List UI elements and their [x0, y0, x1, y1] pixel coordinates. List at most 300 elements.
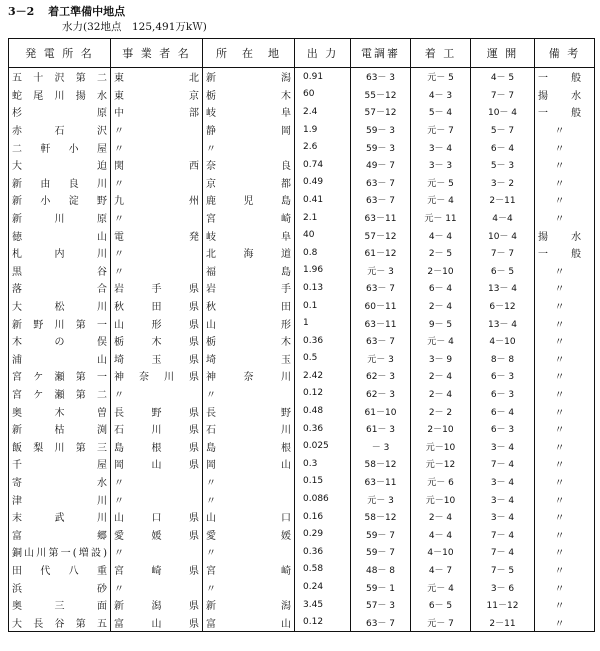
- station-name-cell: 大長谷第五: [12, 618, 107, 630]
- location-cell: 長 野: [203, 402, 295, 420]
- operator-cell: 神奈川県: [111, 367, 203, 385]
- start-date-cell: 元－ 4: [411, 332, 471, 350]
- location-cell: 〃: [203, 138, 295, 156]
- remarks-cell: 〃: [535, 473, 595, 491]
- construction-prep-table: [8, 38, 595, 632]
- location-cell: 岩 手: [203, 279, 295, 297]
- col-header-location: 所 在 地: [203, 39, 295, 68]
- table-row: [9, 543, 595, 561]
- remarks-cell: 〃: [535, 525, 595, 543]
- table-row: [9, 191, 595, 209]
- council-date-cell: 63－11: [351, 209, 411, 227]
- output-cell: 40: [295, 226, 351, 244]
- operation-date-cell: 3－ 6: [471, 578, 535, 596]
- operator-cell: 九 州: [111, 191, 203, 209]
- start-date-cell: 3－ 4: [411, 138, 471, 156]
- table-row: [9, 420, 595, 438]
- operation-date-cell: 6－ 4: [471, 402, 535, 420]
- council-date-cell: 63－11: [351, 473, 411, 491]
- output-cell: 0.48: [295, 402, 351, 420]
- operation-date-cell: 3－ 2: [471, 174, 535, 192]
- remarks-cell: 〃: [535, 314, 595, 332]
- output-cell: 2.42: [295, 367, 351, 385]
- station-name-cell: 末 武 川: [12, 513, 107, 525]
- header-row: [9, 39, 595, 68]
- table-row: [9, 226, 595, 244]
- council-date-cell: 57－12: [351, 103, 411, 121]
- remarks-cell: 〃: [535, 402, 595, 420]
- location-cell: 岐 阜: [203, 226, 295, 244]
- council-date-cell: 49－ 7: [351, 156, 411, 174]
- council-date-cell: 元－ 3: [351, 490, 411, 508]
- station-name-cell: 奥 木 曽: [12, 407, 107, 419]
- station-name-cell: 銅山川第一(増設): [12, 548, 107, 560]
- start-date-cell: 6－ 4: [411, 279, 471, 297]
- table-row: [9, 350, 595, 368]
- operation-date-cell: 4－4: [471, 209, 535, 227]
- output-cell: 0.24: [295, 578, 351, 596]
- output-cell: 3.45: [295, 596, 351, 614]
- start-date-cell: 2－ 2: [411, 402, 471, 420]
- start-date-cell: 3－ 3: [411, 156, 471, 174]
- operator-cell: 〃: [111, 121, 203, 139]
- station-name-cell: 大 松 川: [12, 302, 107, 314]
- remarks-cell: 一 般: [535, 103, 595, 121]
- start-date-cell: 6－ 5: [411, 596, 471, 614]
- table-row: [9, 525, 595, 543]
- start-date-cell: 元－ 5: [411, 174, 471, 192]
- remarks-cell: 一 般: [535, 68, 595, 86]
- table-row: [9, 473, 595, 491]
- table-row: [9, 174, 595, 192]
- start-date-cell: 元－ 4: [411, 191, 471, 209]
- station-name-cell: 千 屋: [12, 460, 107, 472]
- operation-date-cell: 2－11: [471, 191, 535, 209]
- table-row: [9, 314, 595, 332]
- table-row: [9, 297, 595, 315]
- start-date-cell: 元－ 6: [411, 473, 471, 491]
- operation-date-cell: 2－11: [471, 613, 535, 631]
- operator-cell: 〃: [111, 244, 203, 262]
- remarks-cell: 〃: [535, 455, 595, 473]
- operator-cell: 愛媛県: [111, 525, 203, 543]
- output-cell: 0.36: [295, 332, 351, 350]
- start-date-cell: 4－10: [411, 543, 471, 561]
- station-name-cell: 浜 砂: [12, 583, 107, 595]
- output-cell: 0.5: [295, 350, 351, 368]
- operation-date-cell: 10－ 4: [471, 103, 535, 121]
- location-cell: 埼 玉: [203, 350, 295, 368]
- remarks-cell: 〃: [535, 121, 595, 139]
- location-cell: 愛 媛: [203, 525, 295, 543]
- station-name-cell: 蛇尾川揚水: [12, 90, 107, 102]
- table-row: [9, 86, 595, 104]
- table-row: [9, 103, 595, 121]
- table-row: [9, 402, 595, 420]
- location-cell: 〃: [203, 543, 295, 561]
- operation-date-cell: 4－10: [471, 332, 535, 350]
- operator-cell: 〃: [111, 174, 203, 192]
- location-cell: 〃: [203, 490, 295, 508]
- remarks-cell: 〃: [535, 385, 595, 403]
- start-date-cell: 2－ 4: [411, 508, 471, 526]
- location-cell: 石 川: [203, 420, 295, 438]
- location-cell: 島 根: [203, 437, 295, 455]
- output-cell: 0.15: [295, 473, 351, 491]
- station-name-cell: 落 合: [12, 284, 107, 296]
- location-cell: 秋 田: [203, 297, 295, 315]
- council-date-cell: 63－ 7: [351, 279, 411, 297]
- table-row: [9, 262, 595, 280]
- table-row: [9, 596, 595, 614]
- council-date-cell: 57－12: [351, 226, 411, 244]
- council-date-cell: 元－ 3: [351, 262, 411, 280]
- table-row: [9, 209, 595, 227]
- start-date-cell: 元－10: [411, 490, 471, 508]
- station-name-cell: 飯梨川第三: [12, 442, 107, 454]
- output-cell: 0.74: [295, 156, 351, 174]
- operation-date-cell: 6－ 3: [471, 385, 535, 403]
- council-date-cell: 61－ 3: [351, 420, 411, 438]
- output-cell: 0.91: [295, 68, 351, 86]
- table-row: [9, 138, 595, 156]
- output-cell: 1: [295, 314, 351, 332]
- location-cell: 岡 山: [203, 455, 295, 473]
- table-row: [9, 613, 595, 631]
- location-cell: 富 山: [203, 613, 295, 631]
- operator-cell: 〃: [111, 262, 203, 280]
- start-date-cell: 2－10: [411, 420, 471, 438]
- remarks-cell: 〃: [535, 209, 595, 227]
- operation-date-cell: 6－12: [471, 297, 535, 315]
- station-name-cell: 新 枯 渕: [12, 425, 107, 437]
- remarks-cell: 〃: [535, 437, 595, 455]
- output-cell: 0.49: [295, 174, 351, 192]
- operator-cell: 〃: [111, 385, 203, 403]
- location-cell: 奈 良: [203, 156, 295, 174]
- operator-cell: 新潟県: [111, 596, 203, 614]
- operator-cell: 石川県: [111, 420, 203, 438]
- remarks-cell: 〃: [535, 332, 595, 350]
- operator-cell: 島根県: [111, 437, 203, 455]
- station-name-cell: 新野川第一: [12, 319, 107, 331]
- location-cell: 新 潟: [203, 68, 295, 86]
- operation-date-cell: 5－ 3: [471, 156, 535, 174]
- start-date-cell: 2－ 4: [411, 385, 471, 403]
- remarks-cell: 〃: [535, 508, 595, 526]
- operator-cell: 岡山県: [111, 455, 203, 473]
- output-cell: 0.16: [295, 508, 351, 526]
- operation-date-cell: 8－ 8: [471, 350, 535, 368]
- council-date-cell: 57－ 3: [351, 596, 411, 614]
- start-date-cell: 2－10: [411, 262, 471, 280]
- operator-cell: 〃: [111, 543, 203, 561]
- section-title: 着工準備中地点: [48, 5, 126, 18]
- start-date-cell: 9－ 5: [411, 314, 471, 332]
- start-date-cell: 5－ 4: [411, 103, 471, 121]
- operation-date-cell: 7－ 7: [471, 86, 535, 104]
- council-date-cell: 63－ 3: [351, 68, 411, 86]
- operation-date-cell: 7－ 4: [471, 525, 535, 543]
- council-date-cell: 55－12: [351, 86, 411, 104]
- output-cell: 0.41: [295, 191, 351, 209]
- operator-cell: 宮崎県: [111, 561, 203, 579]
- start-date-cell: 4－ 3: [411, 86, 471, 104]
- start-date-cell: 3－ 9: [411, 350, 471, 368]
- station-name-cell: 札 内 川: [12, 249, 107, 261]
- location-cell: 栃 木: [203, 332, 295, 350]
- table-row: [9, 156, 595, 174]
- table-row: [9, 68, 595, 86]
- operation-date-cell: 3－ 4: [471, 490, 535, 508]
- operation-date-cell: 3－ 4: [471, 473, 535, 491]
- station-name-cell: 田代八重: [12, 565, 107, 577]
- col-header-output: 出 力: [295, 39, 351, 68]
- operation-date-cell: 3－ 4: [471, 437, 535, 455]
- station-name-cell: 新 由 良 川: [12, 178, 107, 190]
- station-name-cell: 黒 谷: [12, 266, 107, 278]
- station-name-cell: 宮ケ瀬第一: [12, 372, 107, 384]
- council-date-cell: 58－12: [351, 508, 411, 526]
- council-date-cell: － 3: [351, 437, 411, 455]
- operator-cell: 〃: [111, 209, 203, 227]
- operation-date-cell: 6－ 3: [471, 420, 535, 438]
- remarks-cell: 〃: [535, 156, 595, 174]
- col-header-operator: 事 業 者 名: [111, 39, 203, 68]
- station-name-cell: 津 川: [12, 495, 107, 507]
- station-name-cell: 奥 三 面: [12, 601, 107, 613]
- remarks-cell: 〃: [535, 350, 595, 368]
- start-date-cell: 元－10: [411, 437, 471, 455]
- operator-cell: 埼玉県: [111, 350, 203, 368]
- station-name-cell: 浦 山: [12, 354, 107, 366]
- start-date-cell: 2－ 4: [411, 297, 471, 315]
- output-cell: 0.8: [295, 244, 351, 262]
- output-cell: 2.1: [295, 209, 351, 227]
- table-row: [9, 367, 595, 385]
- location-cell: 宮 崎: [203, 209, 295, 227]
- operation-date-cell: 3－ 4: [471, 508, 535, 526]
- council-date-cell: 62－ 3: [351, 385, 411, 403]
- remarks-cell: 〃: [535, 191, 595, 209]
- table-row: [9, 508, 595, 526]
- remarks-cell: 〃: [535, 596, 595, 614]
- location-cell: 〃: [203, 473, 295, 491]
- operation-date-cell: 7－ 7: [471, 244, 535, 262]
- council-date-cell: 61－12: [351, 244, 411, 262]
- remarks-cell: 〃: [535, 543, 595, 561]
- table-row: [9, 455, 595, 473]
- output-cell: 0.025: [295, 437, 351, 455]
- output-cell: 0.36: [295, 420, 351, 438]
- council-date-cell: 48－ 8: [351, 561, 411, 579]
- station-name-cell: 杉 原: [12, 108, 107, 120]
- output-cell: 1.9: [295, 121, 351, 139]
- table-row: [9, 385, 595, 403]
- location-cell: 京 都: [203, 174, 295, 192]
- station-name-cell: 木 の 俣: [12, 337, 107, 349]
- station-name-cell: 五十沢第二: [12, 73, 107, 85]
- start-date-cell: 4－ 4: [411, 525, 471, 543]
- station-name-cell: 富 郷: [12, 530, 107, 542]
- remarks-cell: 揚 水: [535, 86, 595, 104]
- council-date-cell: 63－ 7: [351, 332, 411, 350]
- remarks-cell: 〃: [535, 561, 595, 579]
- operator-cell: 長野県: [111, 402, 203, 420]
- start-date-cell: 4－ 7: [411, 561, 471, 579]
- council-date-cell: 60－11: [351, 297, 411, 315]
- location-cell: 静 岡: [203, 121, 295, 139]
- start-date-cell: 2－ 5: [411, 244, 471, 262]
- council-date-cell: 61－10: [351, 402, 411, 420]
- table-row: [9, 561, 595, 579]
- table-row: [9, 578, 595, 596]
- remarks-cell: 〃: [535, 420, 595, 438]
- council-date-cell: 59－ 3: [351, 138, 411, 156]
- remarks-cell: 〃: [535, 138, 595, 156]
- section-number: 3－2: [8, 5, 35, 18]
- operation-date-cell: 4－ 5: [471, 68, 535, 86]
- output-cell: 0.29: [295, 525, 351, 543]
- table-row: [9, 332, 595, 350]
- location-cell: 〃: [203, 578, 295, 596]
- output-cell: 0.58: [295, 561, 351, 579]
- location-cell: 鹿児島: [203, 191, 295, 209]
- location-cell: 山 形: [203, 314, 295, 332]
- table-row: [9, 121, 595, 139]
- location-cell: 神奈川: [203, 367, 295, 385]
- station-name-cell: 赤 石 沢: [12, 126, 107, 138]
- operator-cell: 東 京: [111, 86, 203, 104]
- council-date-cell: 59－ 7: [351, 525, 411, 543]
- output-cell: 2.4: [295, 103, 351, 121]
- output-cell: 0.13: [295, 279, 351, 297]
- table-row: [9, 437, 595, 455]
- location-cell: 山 口: [203, 508, 295, 526]
- col-header-station: 発 電 所 名: [9, 39, 111, 68]
- start-date-cell: 2－ 4: [411, 367, 471, 385]
- location-cell: 新 潟: [203, 596, 295, 614]
- council-date-cell: 62－ 3: [351, 367, 411, 385]
- station-name-cell: 寄 水: [12, 477, 107, 489]
- output-cell: 0.12: [295, 385, 351, 403]
- operation-date-cell: 7－ 4: [471, 455, 535, 473]
- remarks-cell: 〃: [535, 613, 595, 631]
- section-heading: [8, 3, 125, 19]
- col-header-remarks: 備 考: [535, 39, 595, 68]
- output-cell: 0.1: [295, 297, 351, 315]
- output-cell: 2.6: [295, 138, 351, 156]
- table-row: [9, 244, 595, 262]
- remarks-cell: 一 般: [535, 244, 595, 262]
- operation-date-cell: 13－ 4: [471, 314, 535, 332]
- output-cell: 60: [295, 86, 351, 104]
- start-date-cell: 元－ 7: [411, 121, 471, 139]
- table-row: [9, 490, 595, 508]
- operation-date-cell: 10－ 4: [471, 226, 535, 244]
- output-cell: 0.12: [295, 613, 351, 631]
- council-date-cell: 58－12: [351, 455, 411, 473]
- council-date-cell: 63－11: [351, 314, 411, 332]
- operator-cell: 東 北: [111, 68, 203, 86]
- col-header-council: 電調審: [351, 39, 411, 68]
- col-header-operation: 運 開: [471, 39, 535, 68]
- location-cell: 福 島: [203, 262, 295, 280]
- operation-date-cell: 5－ 7: [471, 121, 535, 139]
- operation-date-cell: 11－12: [471, 596, 535, 614]
- council-date-cell: 59－ 3: [351, 121, 411, 139]
- location-cell: 〃: [203, 385, 295, 403]
- station-name-cell: 大 迫: [12, 161, 107, 173]
- remarks-cell: 〃: [535, 578, 595, 596]
- table-row: [9, 279, 595, 297]
- station-name-cell: 宮ケ瀬第二: [12, 389, 107, 401]
- location-cell: 栃 木: [203, 86, 295, 104]
- operator-cell: 関 西: [111, 156, 203, 174]
- output-cell: 0.36: [295, 543, 351, 561]
- operator-cell: 〃: [111, 578, 203, 596]
- station-name-cell: 新 小 淀 野: [12, 196, 107, 208]
- station-name-cell: 新 川 原: [12, 214, 107, 226]
- operator-cell: 山形県: [111, 314, 203, 332]
- start-date-cell: 元－ 5: [411, 68, 471, 86]
- operator-cell: 中 部: [111, 103, 203, 121]
- start-date-cell: 元－ 7: [411, 613, 471, 631]
- location-cell: 北海道: [203, 244, 295, 262]
- section-subtitle: 水力(32地点 125,491万kＷ): [62, 21, 207, 33]
- operator-cell: 栃木県: [111, 332, 203, 350]
- operator-cell: 岩手県: [111, 279, 203, 297]
- remarks-cell: 〃: [535, 297, 595, 315]
- operator-cell: 〃: [111, 138, 203, 156]
- council-date-cell: 63－ 7: [351, 191, 411, 209]
- operator-cell: 富山県: [111, 613, 203, 631]
- station-name-cell: 二 軒 小 屋: [12, 143, 107, 155]
- council-date-cell: 59－ 1: [351, 578, 411, 596]
- station-name-cell: 徳 山: [12, 231, 107, 243]
- council-date-cell: 元－ 3: [351, 350, 411, 368]
- location-cell: 岐 阜: [203, 103, 295, 121]
- council-date-cell: 63－ 7: [351, 174, 411, 192]
- operator-cell: 秋田県: [111, 297, 203, 315]
- start-date-cell: 元－12: [411, 455, 471, 473]
- remarks-cell: 〃: [535, 490, 595, 508]
- start-date-cell: 元－ 11: [411, 209, 471, 227]
- operation-date-cell: 7－ 5: [471, 561, 535, 579]
- remarks-cell: 〃: [535, 279, 595, 297]
- council-date-cell: 59－ 7: [351, 543, 411, 561]
- operation-date-cell: 6－ 4: [471, 138, 535, 156]
- operation-date-cell: 7－ 4: [471, 543, 535, 561]
- operator-cell: 〃: [111, 490, 203, 508]
- col-header-start: 着 工: [411, 39, 471, 68]
- output-cell: 1.96: [295, 262, 351, 280]
- remarks-cell: 〃: [535, 367, 595, 385]
- operation-date-cell: 6－ 5: [471, 262, 535, 280]
- remarks-cell: 〃: [535, 174, 595, 192]
- start-date-cell: 4－ 4: [411, 226, 471, 244]
- output-cell: 0.3: [295, 455, 351, 473]
- operation-date-cell: 6－ 3: [471, 367, 535, 385]
- remarks-cell: 揚 水: [535, 226, 595, 244]
- output-cell: 0.086: [295, 490, 351, 508]
- start-date-cell: 元－ 4: [411, 578, 471, 596]
- operator-cell: 山口県: [111, 508, 203, 526]
- operator-cell: 〃: [111, 473, 203, 491]
- council-date-cell: 63－ 7: [351, 613, 411, 631]
- operation-date-cell: 13－ 4: [471, 279, 535, 297]
- location-cell: 宮 崎: [203, 561, 295, 579]
